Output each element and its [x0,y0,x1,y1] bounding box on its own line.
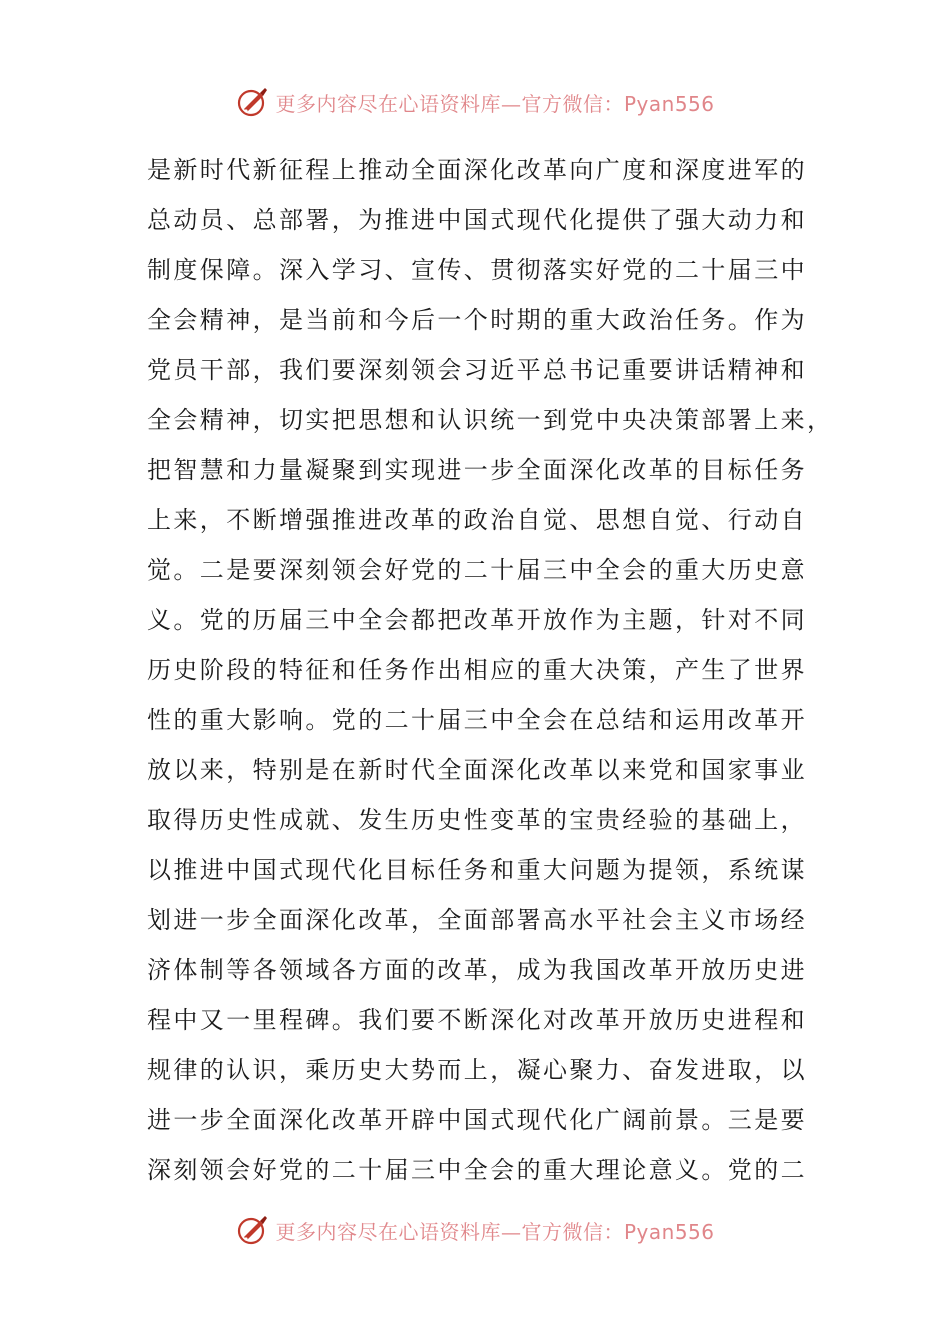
body-line: 党员干部，我们要深刻领会习近平总书记重要讲话精神和 [147,356,807,384]
wechat-id: Pyan556 [623,1219,715,1244]
body-line: 上来，不断增强推进改革的政治自觉、思想自觉、行动自 [147,506,807,534]
header-banner [0,82,950,122]
pen-logo-icon [235,1213,269,1247]
body-line: 规律的认识，乘历史大势而上，凝心聚力、奋发进取，以 [147,1056,807,1084]
pen-logo-icon [235,85,269,119]
body-line: 总动员、总部署，为推进中国式现代化提供了强大动力和 [147,206,807,234]
wechat-id: Pyan556 [623,91,715,116]
body-line: 是新时代新征程上推动全面深化改革向广度和深度进军的 [147,156,807,184]
body-line: 义。党的历届三中全会都把改革开放作为主题，针对不同 [147,606,807,634]
body-line: 全会精神，切实把思想和认识统一到党中央决策部署上来， [147,406,834,434]
banner-text: 更多内容尽在心语资料库—官方微信：Pyan556 [275,91,715,116]
footer-banner [0,1210,950,1250]
body-line: 全会精神，是当前和今后一个时期的重大政治任务。作为 [147,306,807,334]
body-line: 放以来，特别是在新时代全面深化改革以来党和国家事业 [147,756,807,784]
body-line: 划进一步全面深化改革，全面部署高水平社会主义市场经 [147,906,807,934]
body-line: 性的重大影响。党的二十届三中全会在总结和运用改革开 [147,706,807,734]
body-line: 程中又一里程碑。我们要不断深化对改革开放历史进程和 [147,1006,807,1034]
body-line: 把智慧和力量凝聚到实现进一步全面深化改革的目标任务 [147,456,807,484]
body-line: 取得历史性成就、发生历史性变革的宝贵经验的基础上， [147,806,807,834]
body-line: 以推进中国式现代化目标任务和重大问题为提领，系统谋 [147,856,807,884]
document-body [147,145,834,1195]
body-line: 进一步全面深化改革开辟中国式现代化广阔前景。三是要 [147,1106,807,1134]
body-line: 济体制等各领域各方面的改革，成为我国改革开放历史进 [147,956,807,984]
body-line: 制度保障。深入学习、宣传、贯彻落实好党的二十届三中 [147,256,807,284]
banner-text: 更多内容尽在心语资料库—官方微信：Pyan556 [275,1219,715,1244]
body-line: 觉。二是要深刻领会好党的二十届三中全会的重大历史意 [147,556,807,584]
body-line: 历史阶段的特征和任务作出相应的重大决策，产生了世界 [147,656,807,684]
body-line: 深刻领会好党的二十届三中全会的重大理论意义。党的二 [147,1156,807,1184]
